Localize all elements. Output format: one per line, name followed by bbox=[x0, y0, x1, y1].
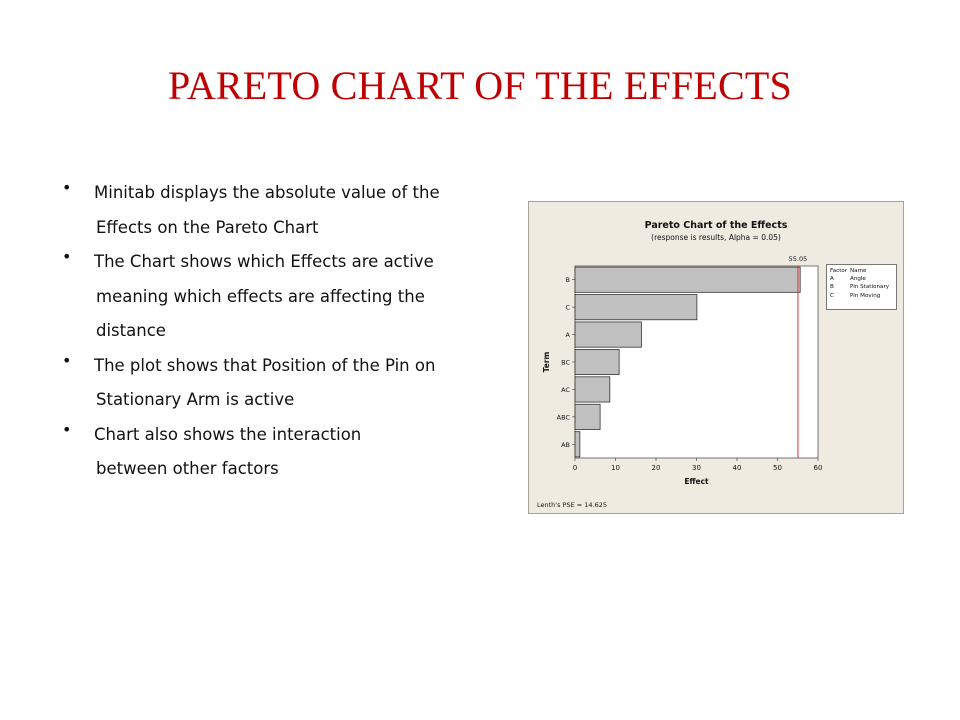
y-tick-label: AC bbox=[561, 385, 570, 394]
bar bbox=[575, 377, 610, 402]
legend-factor-name: Pin Moving bbox=[850, 292, 881, 299]
legend-entry bbox=[830, 292, 893, 300]
bullet-dot-icon: • bbox=[62, 419, 72, 439]
x-tick-label: 10 bbox=[611, 464, 620, 472]
bullet-item bbox=[62, 349, 512, 418]
legend-factor: C bbox=[830, 292, 834, 299]
legend-entry bbox=[830, 275, 893, 283]
bullet-line: The plot shows that Position of the Pin on bbox=[94, 355, 436, 375]
bar bbox=[575, 432, 580, 457]
legend-factor-name: Angle bbox=[850, 276, 866, 283]
pareto-chart-figure bbox=[528, 201, 904, 514]
bullet-list bbox=[62, 176, 512, 487]
legend-header bbox=[830, 267, 893, 275]
legend-header-name: Name bbox=[850, 268, 867, 274]
bullet-item bbox=[62, 245, 512, 349]
bar bbox=[575, 295, 697, 320]
y-tick-label: ABC bbox=[556, 413, 570, 422]
bullet-dot-icon: • bbox=[62, 247, 72, 266]
bullet-line: Stationary Arm is active bbox=[96, 390, 295, 409]
chart-title: Pareto Chart of the Effects bbox=[644, 220, 788, 231]
legend-entry bbox=[830, 283, 893, 291]
bar bbox=[575, 267, 800, 292]
bar bbox=[575, 322, 641, 347]
chart-footnote: Lenth's PSE = 14.625 bbox=[537, 501, 608, 509]
legend-factor: B bbox=[830, 284, 834, 291]
bullet-line: Minitab displays the absolute value of the bbox=[94, 183, 440, 202]
legend-factor: A bbox=[830, 276, 834, 283]
x-tick-label: 0 bbox=[572, 464, 578, 472]
y-tick-label: BC bbox=[561, 358, 570, 367]
bullet-dot-icon: • bbox=[62, 178, 72, 197]
x-axis-label: Effect bbox=[684, 477, 709, 486]
y-axis-label: Term bbox=[542, 351, 551, 373]
y-tick-label: B bbox=[565, 276, 570, 285]
bar bbox=[575, 404, 600, 429]
slide-title: PARETO CHART OF THE EFFECTS bbox=[168, 63, 792, 108]
bar bbox=[575, 349, 619, 374]
y-tick-label: AB bbox=[561, 440, 570, 449]
x-tick-label: 50 bbox=[773, 464, 782, 472]
bullet-item bbox=[62, 418, 512, 487]
bullet-dot-icon: • bbox=[62, 350, 72, 370]
y-tick-label: A bbox=[565, 331, 570, 340]
x-tick-label: 30 bbox=[692, 464, 701, 472]
chart-subtitle: (response is results, Alpha = 0.05) bbox=[651, 233, 781, 242]
legend-factor-name: Pin Stationary bbox=[850, 284, 890, 291]
bullet-line: between other factors bbox=[96, 459, 279, 478]
bullet-line: meaning which effects are affecting the bbox=[96, 286, 425, 306]
x-tick-label: 20 bbox=[651, 464, 661, 472]
reference-line-label: 55.05 bbox=[788, 255, 808, 263]
bullet-line: Effects on the Pareto Chart bbox=[96, 217, 319, 237]
bullet-line: distance bbox=[96, 321, 166, 340]
legend-header-factor: Factor bbox=[830, 268, 848, 274]
bullet-line: The Chart shows which Effects are active bbox=[94, 252, 434, 271]
x-tick-label: 60 bbox=[813, 464, 823, 472]
bullet-item bbox=[62, 176, 512, 245]
x-tick-label: 40 bbox=[732, 464, 742, 472]
chart-legend bbox=[826, 264, 897, 310]
bullet-line: Chart also shows the interaction bbox=[94, 424, 362, 444]
pareto-chart bbox=[529, 202, 905, 515]
y-tick-label: C bbox=[565, 303, 570, 312]
